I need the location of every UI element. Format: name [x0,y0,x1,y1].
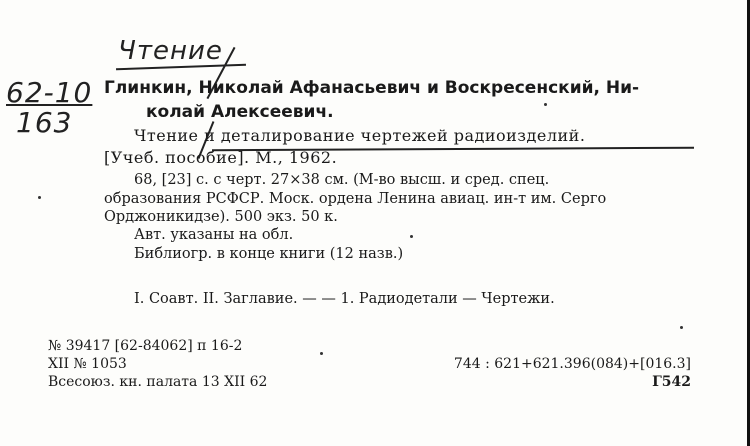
note-authors: Авт. указаны на обл. [134,227,294,243]
description-line2: образования РСФСР. Моск. ордена Ленина авиац. ин-т им. Серго [104,191,607,207]
handwritten-shelfmark-top: 62-10 [6,76,93,109]
description-line3: Орджоникидзе). 500 экз. 50 к. [104,209,338,225]
registration-number: XII № 1053 [48,356,127,372]
issuing-chamber: Всесоюз. кн. палата 13 XII 62 [48,374,268,390]
scan-speck [680,326,683,329]
scan-speck [410,235,413,238]
author-heading-line2: колай Алексеевич. [146,102,334,122]
author-mark: Г542 [652,374,691,390]
book-title: Чтение и деталирование чертежей радиоизделий. [134,126,586,145]
scan-speck [544,103,547,106]
author-heading-line1: Глинкин, Николай Афанасьевич и Воскресенский, Ни- [104,78,640,98]
description-line1: 68, [23] с. с черт. 27×38 см. (М-во высш. и сред. спец. [134,172,550,188]
scan-speck [38,196,41,199]
scan-speck [320,352,323,355]
handwritten-shelfmark-bottom: 163 [16,106,73,139]
imprint: [Учеб. пособие]. М., 1962. [104,148,338,167]
handwritten-note: Чтение [118,36,223,66]
record-number: № 39417 [62-84062] п 16-2 [48,338,243,354]
classification-udc: 744 : 621+621.396(084)+[016.3] [453,356,691,372]
note-bibliography: Библиогр. в конце книги (12 назв.) [134,246,404,262]
tracings: I. Соавт. II. Заглавие. — — 1. Радиодетали — Чертежи. [134,291,555,307]
